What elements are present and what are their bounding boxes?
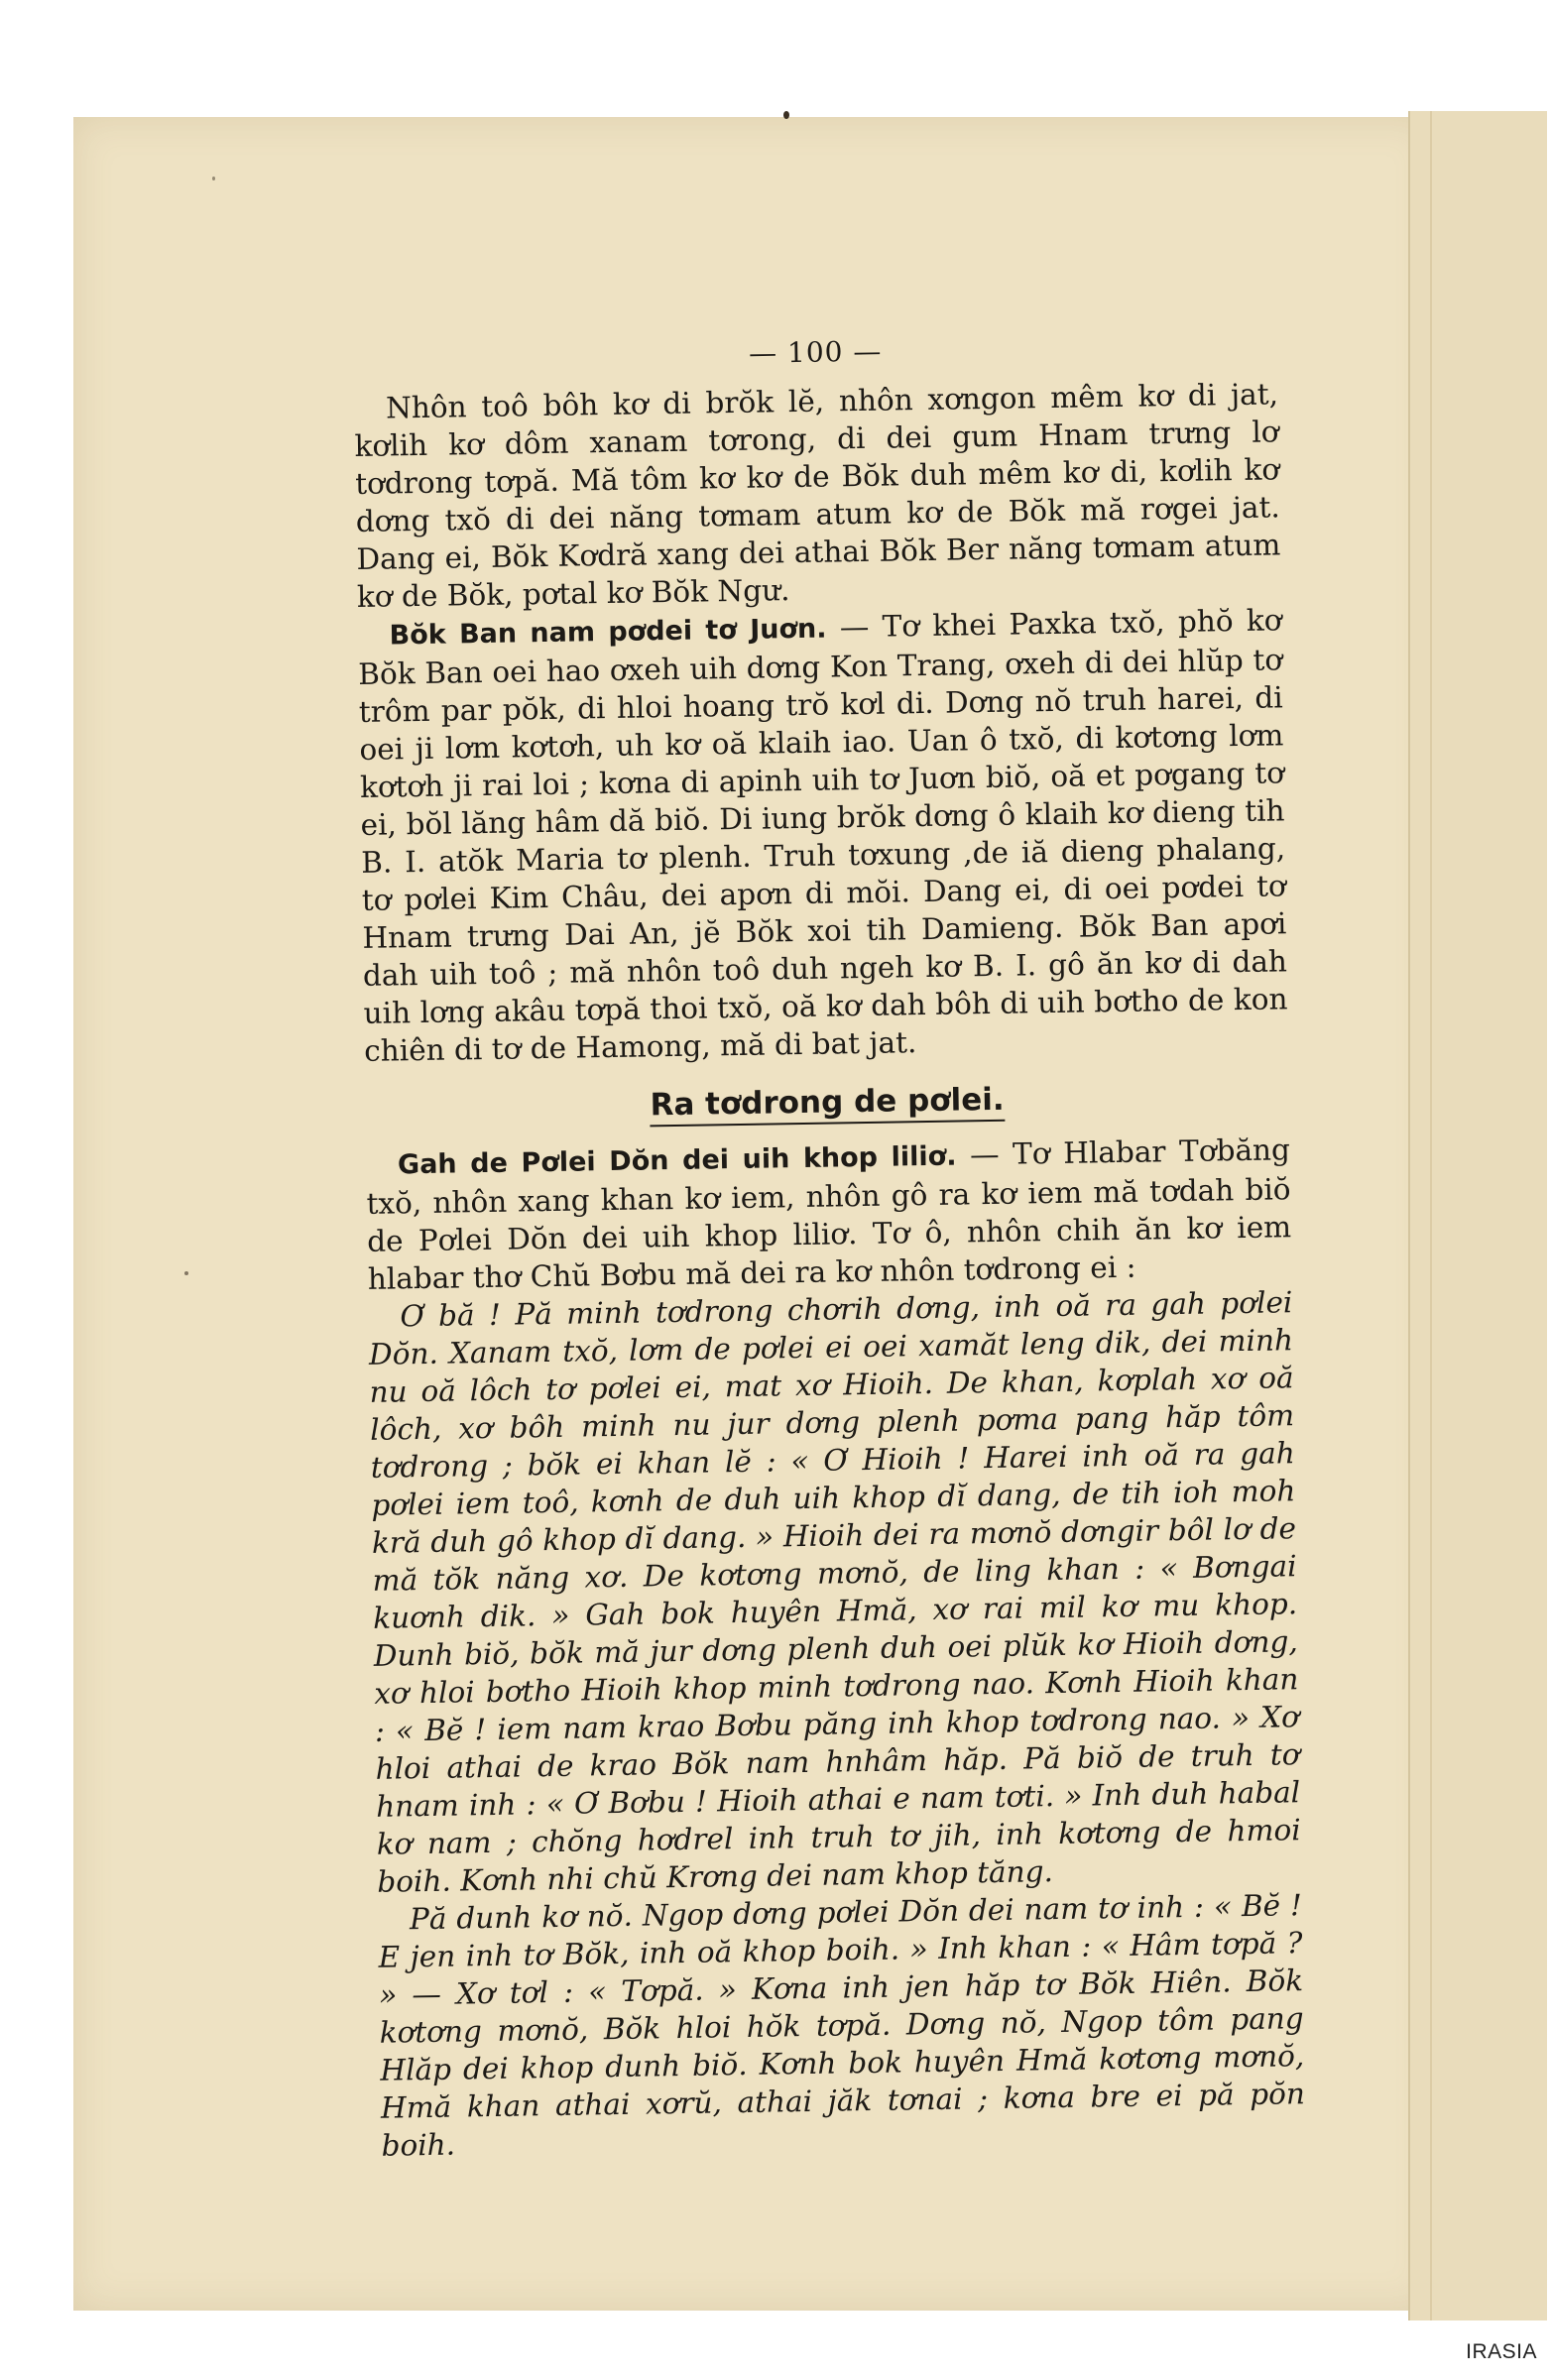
paragraph-3-heading: Gah de Pơlei Dŏn dei uih khop liliơ. [397,1140,957,1181]
page-text-block [353,328,1306,2164]
paragraph-3 [366,1130,1292,1298]
section-title [365,1077,1289,1128]
ink-speck [184,1271,188,1275]
page-edge-line [1430,111,1432,2320]
watermark: IRASIA [1466,2340,1537,2363]
paragraph-4-letter: Ơ bă ! Pă minh tơdrong chơrih dơng, inh oă ra gah pơlei Dŏn. Xanam txŏ, lơm de pơlei ei oei xamăt leng dik, dei minh nu oă lôch tơ pơlei ei, mat xơ Hioih. De khan, kơplah xơ oă lôch, xơ bôh minh nu jur dơng plenh pơma pang hăp tôm tơdrong ; bŏk ei khan lĕ : « Ơ Hioih ! Harei inh oă ra gah pơlei iem toô, kơnh de duh uih khop dĭ dang, de tih ioh moh kră duh gô khop dĭ dang. » Hioih dei ra mơnŏ dơngir bôl lơ de mă tŏk năng xơ. De kơtơng mơnŏ, de ling khan : « Bơngai kuơnh dik. » Gah bok huyên Hmă, xơ rai mil kơ mu khop. Dunh biŏ, bŏk mă jur dơng plenh duh oei plŭk kơ Hioih dơng, xơ hloi bơtho Hioih khop minh tơdrong nao. Kơnh Hioih khan : « Bĕ ! iem nam krao Bơbu păng inh khop tơdrong nao. » Xơ hloi athai de krao Bŏk nam hnhâm hăp. Pă biŏ de truh tơ hnam inh : « Ơ Bơbu ! Hioih athai e nam tơti. » Inh duh habal kơ nam ; chŏng hơdrel inh truh tơ jih, inh kơtơng de hmoi boih. Kơnh nhi chŭ Krơng dei nam khop tăng. [368,1285,1301,1899]
paragraph-2-body: — Tơ khei Paxka txŏ, phŏ kơ Bŏk Ban oei hao ơxeh uih dơng Kon Trang, ơxeh di dei hlŭp tơ trôm par pŏk, di hloi hoang trŏ kơl di. Dơng nŏ truh harei, di oei ji lơm kơtơh, uh kơ oă klaih iao. Uan ô txŏ, di kơtơng lơm kơtơh ji rai loi ; kơna di apinh uih tơ Juơn biŏ, oă et pơgang tơ ei, bŏl lăng hâm dă biŏ. Di iung brŏk dơng ô klaih kơ dieng tih B. I. atŏk Maria tơ plenh. Truh tơxung ,de iă dieng phalang, tơ pơlei Kim Châu, dei apơn di mŏi. Dang ei, di oei pơdei tơ Hnam trưng Dai An, jĕ Bŏk xoi tih Damieng. Bŏk Ban apơi dah uih toô ; mă nhôn toô duh ngeh kơ B. I. gô ăn kơ di dah uih lơng akâu tơpă thoi txŏ, oă kơ dah bôh di uih bơtho de kon chiên di tơ de Hamong, mă di bat jat. [357,603,1288,1068]
ink-speck [212,177,215,180]
page-number: — 100 — [748,334,883,370]
paragraph-2 [357,601,1288,1070]
paragraph-1: Nhôn toô bôh kơ di brŏk lĕ, nhôn xơngon mêm kơ di jat, kơlih kơ dôm xanam tơrong, di dei gum Hnam trưng lơ tơdrong tơpă. Mă tôm kơ kơ de Bŏk duh mêm kơ di, kơlih kơ dơng txŏ di dei năng tơmam atum kơ de Bŏk mă rơgei jat. Dang ei, Bŏk Kơdră xang dei athai Bŏk Ber năng tơmam atum kơ de Bŏk, pơtal kơ Bŏk Ngư. [354,377,1281,614]
paragraph-3-body: — Tơ Hlabar Tơbăng txŏ, nhôn xang khan kơ iem, nhôn gô ra kơ iem mă tơdah biŏ de Pơlei Dŏn dei uih khop liliơ. Tơ ô, nhôn chih ăn kơ iem hlabar thơ Chŭ Bơbu mă dei ra kơ nhôn tơdrong ei : [366,1132,1292,1296]
adjacent-page-edge [1408,111,1547,2320]
section-title-text: Ra tơdrong de pơlei. [650,1082,1005,1128]
paragraph-5-letter: Pă dunh kơ nŏ. Ngop dơng pơlei Dŏn dei nam tơ inh : « Bĕ ! E jen inh tơ Bŏk, inh oă khop boih. » Inh khan : « Hâm tơpă ? » — Xơ tơl : « Tơpă. » Kơna inh jen hăp tơ Bŏk Hiên. Bŏk kơtơng mơnŏ, Bŏk hloi hŏk tơpă. Dơng nŏ, Ngop tôm pang Hlăp dei khop dunh biŏ. Kơnh bok huyên Hmă kơtơng mơnŏ, Hmă khan athai xơrŭ, athai jăk tơnai ; kơna bre ei pă pŏn boih. [378,1888,1306,2163]
paragraph-2-heading: Bŏk Ban nam pơdei tơ Juơn. [389,613,827,652]
ink-speck [783,111,789,119]
